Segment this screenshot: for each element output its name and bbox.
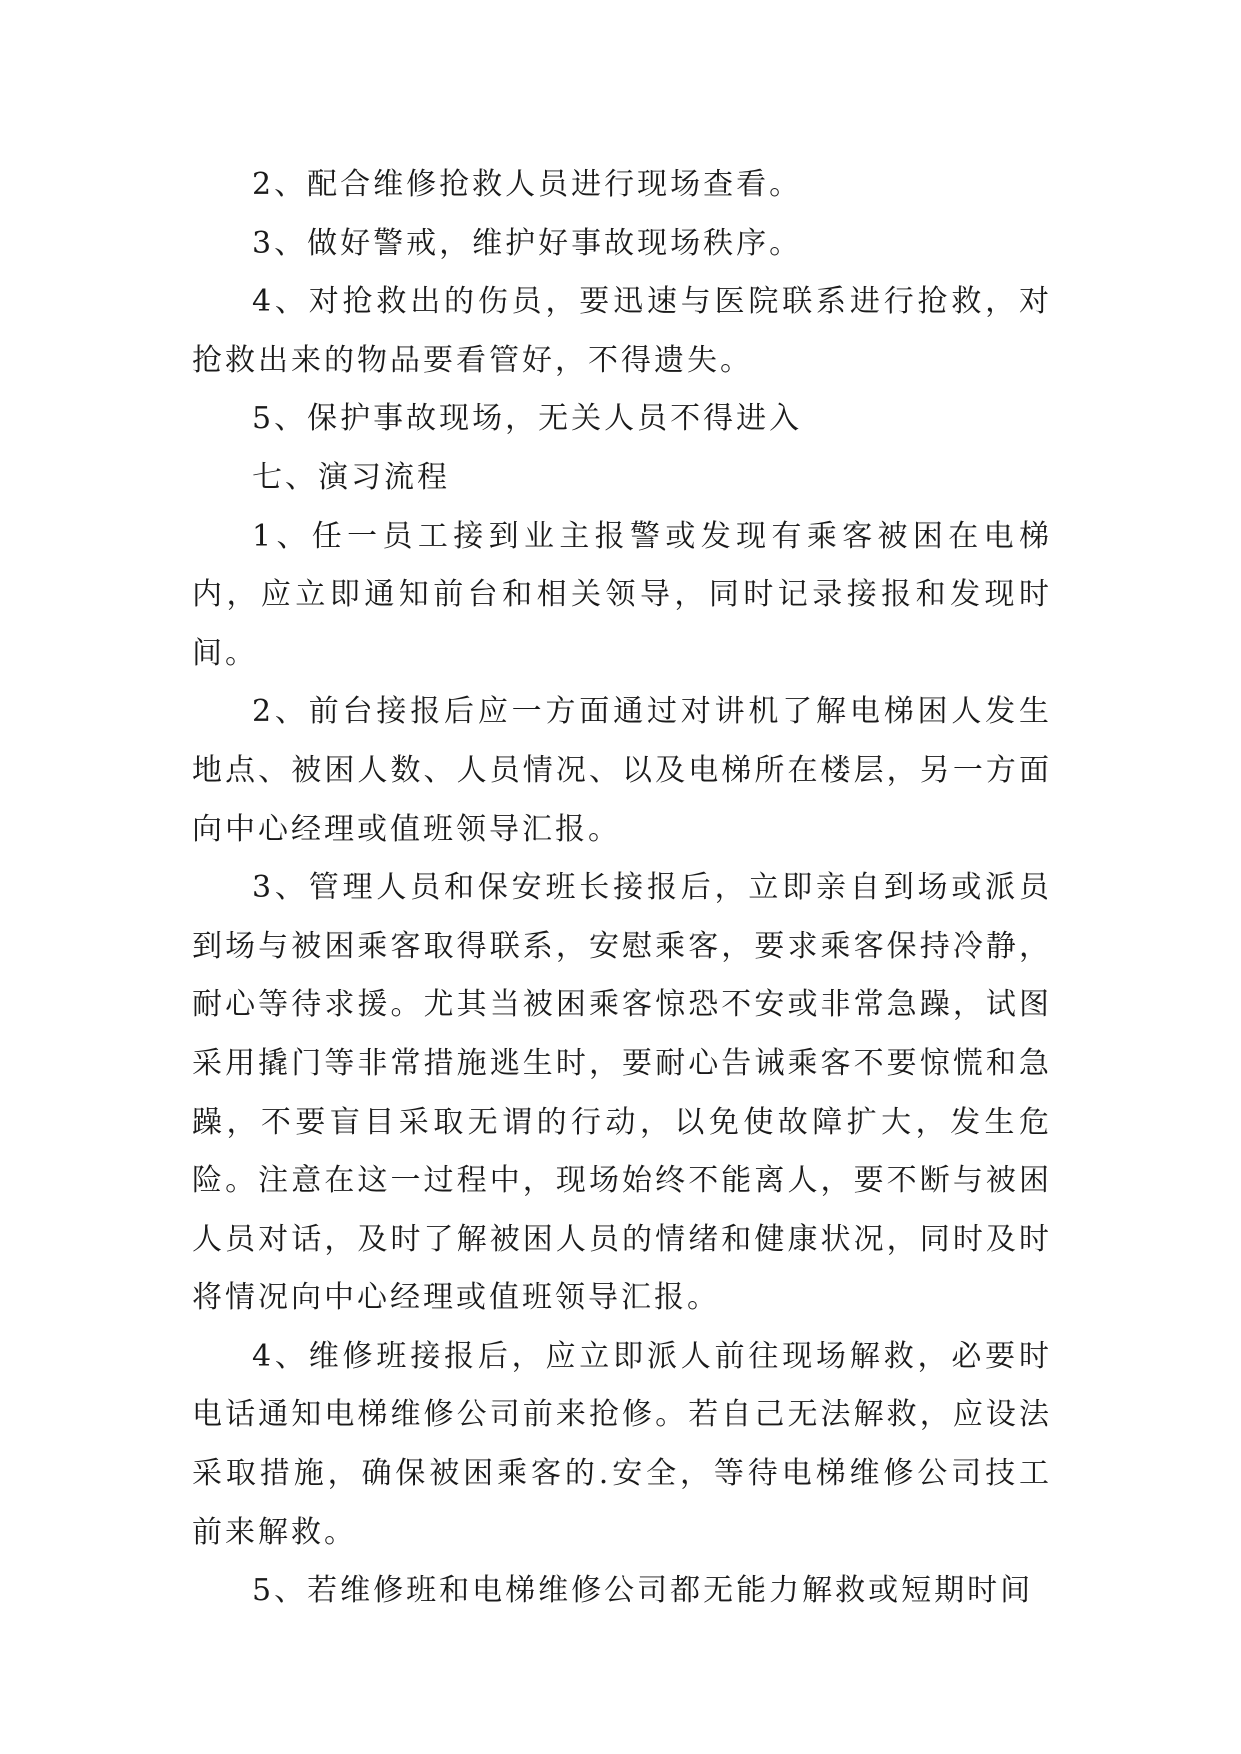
paragraph-step-4-maintenance: 4、维修班接报后，应立即派人前往现场解救，必要时电话通知电梯维修公司前来抢修。若自己无法解救，应设法采取措施，确保被困乘客的.安全，等待电梯维修公司技工前来解救。 — [192, 1338, 1052, 1550]
paragraph-step-5-escalation: 5、若维修班和电梯维修公司都无能力解救或短期时间 — [252, 1573, 1034, 1609]
paragraph-item-5-protect-scene: 5、保护事故现场，无关人员不得进入 — [252, 401, 803, 437]
document-body — [192, 156, 1052, 1621]
paragraph-step-3-management: 3、管理人员和保安班长接报后，立即亲自到场或派员到场与被困乘客取得联系，安慰乘客，要求乘客保持冷静，耐心等待求援。尤其当被困乘客惊恐不安或非常急躁，试图采用撬门等非常措施逃生时，要耐心告诫乘客不要惊慌和急躁，不要盲目采取无谓的行动，以免使故障扩大，发生危险。注意在这一过程中，现场始终不能离人，要不断与被困人员对话，及时了解被困人员的情绪和健康状况，同时及时将情况向中心经理或值班领导汇报。 — [192, 870, 1052, 1316]
paragraph-step-2-front-desk: 2、前台接报后应一方面通过对讲机了解电梯困人发生地点、被困人数、人员情况、以及电梯所在楼层，另一方面向中心经理或值班领导汇报。 — [192, 694, 1052, 847]
paragraph-item-4-rescue-injured: 4、对抢救出的伤员，要迅速与医院联系进行抢救，对抢救出来的物品要看管好，不得遗失。 — [192, 284, 1052, 378]
section-heading-drill-process: 七、演习流程 — [252, 459, 450, 495]
paragraph-item-2-cooperate: 2、配合维修抢救人员进行现场查看。 — [252, 167, 803, 202]
paragraph-item-3-guard: 3、做好警戒，维护好事故现场秩序。 — [252, 225, 803, 261]
paragraph-step-1-report: 1、任一员工接到业主报警或发现有乘客被困在电梯内，应立即通知前台和相关领导，同时记录接报和发现时间。 — [192, 518, 1052, 671]
